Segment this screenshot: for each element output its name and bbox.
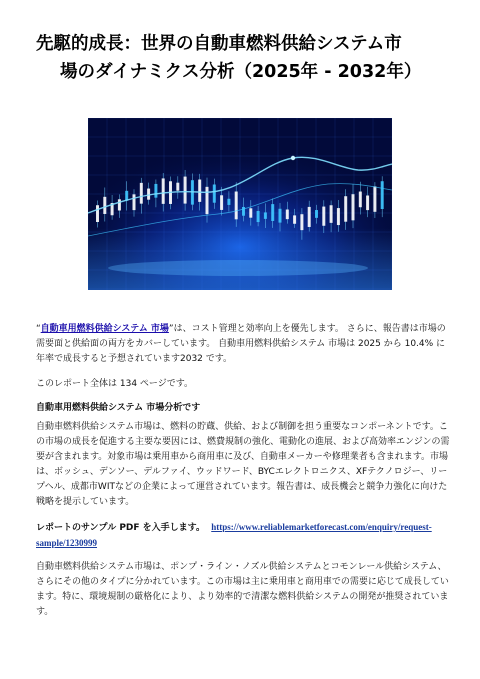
intro-paragraph: “自動車用燃料供給システム 市場”は、コスト管理と効率向上を優先します。 さらに、報告書は市場の需要面と供給面の両方をカバーしています。 自動車用燃料供給システム 市場は 2025 から 10.4% に年率で成長すると予想されています2032 です。: [36, 324, 446, 364]
title-line-2: 場のダイナミクス分析（2025年 - 2032年）: [60, 62, 422, 82]
title-line-1: 先駆的成長：世界の自動車燃料供給システム市: [36, 34, 402, 54]
market-link[interactable]: 自動車用燃料供給システム 市場: [40, 324, 169, 334]
analysis-heading: 自動車用燃料供給システム 市場分析です: [36, 403, 201, 413]
hero-image: [88, 118, 392, 290]
page-title: [36, 30, 456, 86]
analysis-paragraph: 自動車燃料供給システム市場は、燃料の貯蔵、供給、および制御を担う重要なコンポーネントです。この市場の成長を促進する主要な要因には、燃費規制の強化、電動化の進展、および高効率エンジンの需要が含まれます。対象市場は乗用車から商用車に及び、自動車メーカーや修理業者も含まれます。市場は、ボッシュ、デンソー、デルファイ、ウッドワード、BYCエレクトロニクス、XFテクノロジー、リープヘル、成都市WITなどの企業によって運営されています。報告書は、成長機会と競争力強化に向けた戦略を提示しています。: [36, 422, 450, 507]
sample-url-link[interactable]: https://www.reliablemarketforecast.com/enquiry/request-sample/1230999: [36, 522, 432, 548]
sample-request: レポートのサンプル PDF を入手します。 https://www.reliablemarketforecast.com/enquiry/request-sample/1230999: [36, 522, 432, 548]
segment-paragraph: 自動車燃料供給システム市場は、ポンプ・ライン・ノズル供給システムとコモンレール供給システム、さらにその他のタイプに分かれています。この市場は主に乗用車と商用車での需要に応じて成長しています。特に、環境規制の厳格化により、より効率的で清潔な燃料供給システムの開発が推奨されています。: [36, 562, 449, 617]
page-count-note: このレポート全体は 134 ページです。: [36, 379, 194, 389]
hero-highlight-dot: [291, 156, 295, 160]
